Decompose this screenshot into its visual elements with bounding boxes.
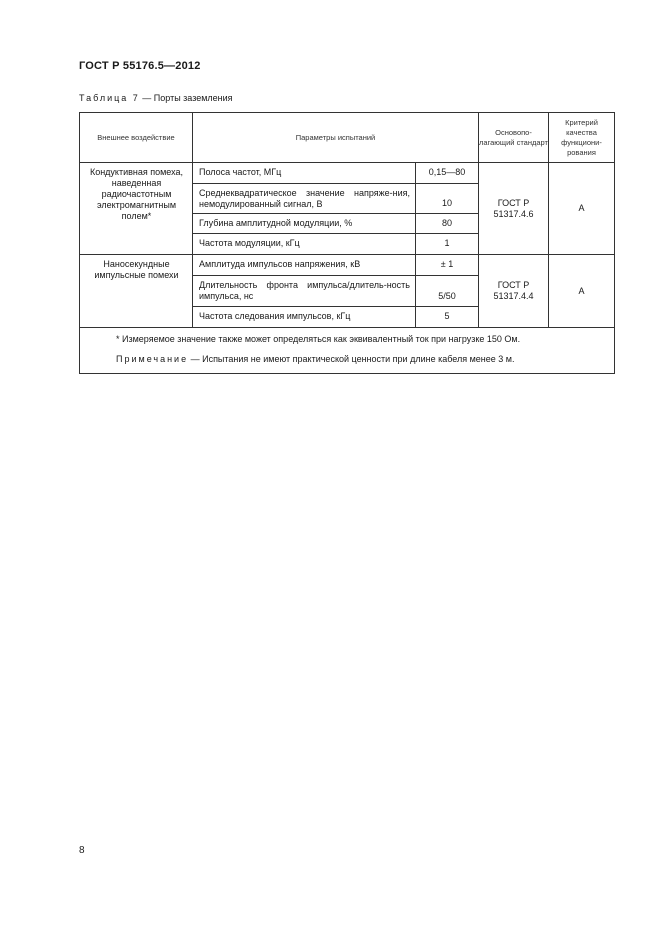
page-number: 8 xyxy=(79,845,85,856)
table-label: Таблица 7 xyxy=(79,93,140,103)
effect-cell: Наносекундные импульсные помехи xyxy=(80,255,193,328)
value-cell: 80 xyxy=(416,214,479,234)
document-code: ГОСТ Р 55176.5—2012 xyxy=(79,60,201,72)
param-cell: Среднеквадратическое значение напряже-ния, немодулированный сигнал, В xyxy=(193,184,416,214)
param-cell: Амплитуда импульсов напряжения, кВ xyxy=(193,255,416,276)
param-cell: Частота следования импульсов, кГц xyxy=(193,307,416,328)
table-footer xyxy=(80,328,615,374)
param-cell: Длительность фронта импульса/длитель-ность импульса, нс xyxy=(193,276,416,307)
table-row xyxy=(80,255,615,276)
note-text: — Испытания не имеют практической ценности при длине кабеля менее 3 м. xyxy=(188,354,515,364)
value-cell: 5 xyxy=(416,307,479,328)
value-cell: 1 xyxy=(416,234,479,255)
note xyxy=(116,354,606,365)
table-row xyxy=(80,163,615,184)
standard-cell: ГОСТ Р 51317.4.6 xyxy=(479,163,549,255)
value-cell: 0,15—80 xyxy=(416,163,479,184)
criterion-cell: А xyxy=(549,163,615,255)
param-cell: Частота модуляции, кГц xyxy=(193,234,416,255)
table-footer-row xyxy=(80,328,615,374)
criterion-cell: А xyxy=(549,255,615,328)
value-cell: ± 1 xyxy=(416,255,479,276)
param-cell: Полоса частот, МГц xyxy=(193,163,416,184)
header-standard: Основопо-лагающий стандарт xyxy=(479,113,549,163)
value-cell: 5/50 xyxy=(416,276,479,307)
header-params: Параметры испытаний xyxy=(193,113,479,163)
table-caption xyxy=(79,93,233,103)
ports-table xyxy=(79,112,615,374)
header-effect: Внешнее воздействие xyxy=(80,113,193,163)
param-cell: Глубина амплитудной модуляции, % xyxy=(193,214,416,234)
table-title: — Порты заземления xyxy=(139,93,233,103)
standard-cell: ГОСТ Р 51317.4.4 xyxy=(479,255,549,328)
header-criterion: Критерий качества функциони-рования xyxy=(549,113,615,163)
value-cell: 10 xyxy=(416,184,479,214)
footnote: * Измеряемое значение также может определяться как эквивалентный ток при нагрузке 150 Ом. xyxy=(116,334,521,344)
effect-cell: Кондуктивная помеха, наведенная радиочастотным электромагнитным полем* xyxy=(80,163,193,255)
note-label: Примечание xyxy=(116,354,189,364)
